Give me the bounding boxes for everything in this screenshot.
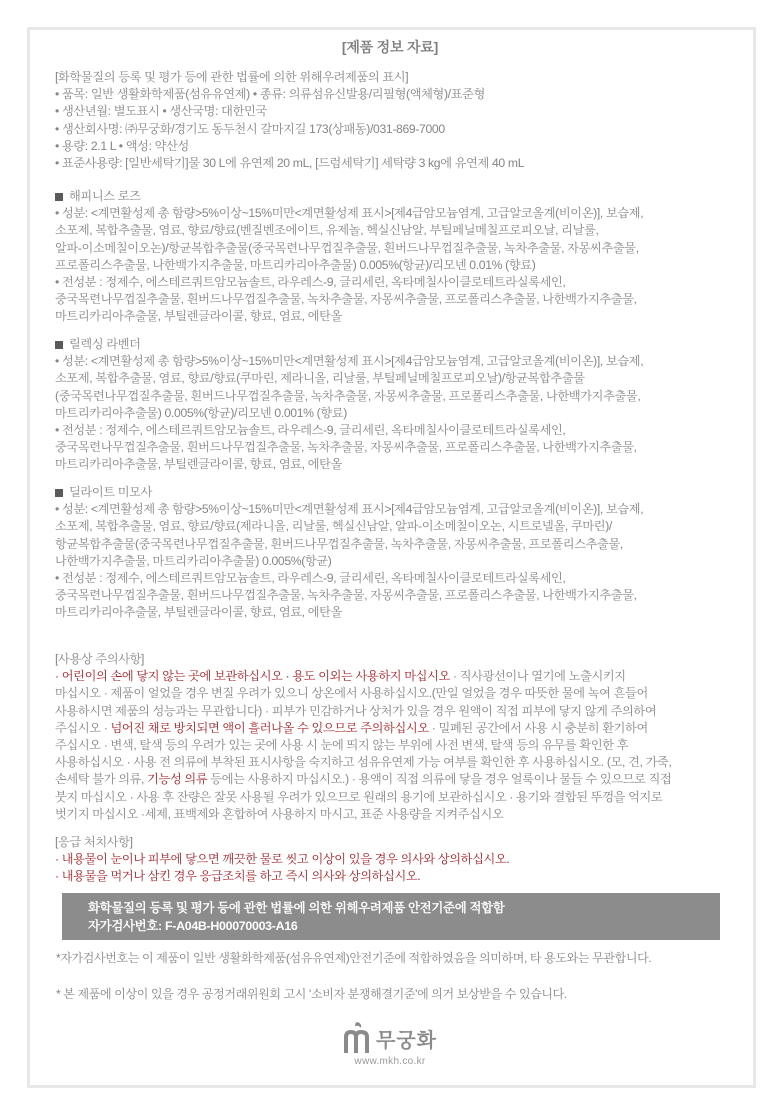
legal-info-line: • 품목: 일반 생활화학제품(섬유유연제) • 종류: 의류섬유신발용/리필형(액체형)/표준형 <box>55 87 485 102</box>
product-name: 릴렉싱 라벤더 <box>69 337 141 351</box>
square-bullet-icon <box>55 489 63 497</box>
product-section <box>55 188 745 326</box>
ingredient-line: 소포제, 복합추출물, 염료, 향료/향료(벤질벤조에이트, 유제놀, 헥실신남알, 부틸페닐메칠프로피오날, 리날룰, <box>55 223 599 238</box>
legal-info-line: • 생산회사명: ㈜무궁화/경기도 동두천시 갈마지길 173(상패동)/031-869-7000 <box>55 121 445 136</box>
precaution-line <box>55 789 745 806</box>
ingredient-line: • 성분: <계면활성제 총 함량>5%이상~15%미만<계면활성제 표시>[제4급암모늄염계, 고급알코올계(비이온)], 보습제, <box>55 354 644 369</box>
first-aid-section <box>55 834 745 886</box>
precaution-line <box>55 720 745 737</box>
warning-text: · 어린이의 손에 닿지 않는 곳에 보관하십시오 · 용도 이외는 사용하지 마십시오 <box>55 669 450 684</box>
legal-info-line: • 용량: 2.1 L • 액성: 약산성 <box>55 138 189 153</box>
footnote: * 본 제품에 이상이 있을 경우 공정거래위원회 고시 '소비자 분쟁해결기준'에 의거 보상받을 수 있습니다. <box>56 987 567 1001</box>
precautions-section <box>55 651 745 823</box>
product-name: 해피니스 로즈 <box>69 189 141 203</box>
legal-info-heading: [화학물질의 등록 및 평가 등에 관한 법률에 의한 위해우려제품의 표시] <box>55 70 409 84</box>
precaution-text: 주십시오 · <box>55 720 111 735</box>
ingredient-line: 소포제, 복합추출물, 염료, 향료/향료(제라니올, 리날룰, 헥실신남알, 알파-이소메칠이오논, 시트로넬올, 쿠마린)/ <box>55 519 612 534</box>
ingredient-line: 항균복합추출물(중국목련나무껍질추출물, 흰버드나무껍질추출물, 녹차추출물, 자몽씨추출물, 프로폴리스추출물, <box>55 536 623 551</box>
precaution-text: 사용하십시오 · 사용 전 의류에 부착된 표시사항을 숙지하고 섬유유연제 가능 여부를 확인한 후 사용하십시오. (모, 견, 가죽, <box>55 755 672 770</box>
precaution-line <box>55 754 745 771</box>
precaution-text: 사용하시면 제품의 성능과는 무관합니다) · 피부가 민감하거나 상처가 있을 경우 원액이 직접 피부에 닿지 않게 주의하여 <box>55 703 657 718</box>
legal-info-line: • 표준사용량: [일반세탁기]물 30 L에 유연제 20 mL, [드럼세탁기] 세탁량 3 kg에 유연제 40 mL <box>55 155 525 170</box>
precaution-text: 주십시오 · 변색, 탈색 등의 우려가 있는 곳에 사용 시 눈에 띄지 않는 부위에 사전 변색, 탈색 등의 유무를 확인한 후 <box>55 737 629 752</box>
product-section <box>55 484 745 622</box>
ingredient-line: • 전성분 : 정제수, 에스테르쿼트암모늄솔트, 라우레스-9, 글리세린, 옥타메칠사이클로테트라실록세인, <box>55 274 566 289</box>
precaution-text: 붓지 마십시오 · 사용 후 잔량은 잘못 사용될 우려가 있으므로 원래의 용기에 보관하십시오 · 용기와 결합된 뚜껑을 억지로 <box>55 789 663 804</box>
precaution-text: 등에는 사용하지 마십시오.) · 용액이 직접 의류에 닿을 경우 얼룩이나 물들 수 있으므로 직접 <box>207 772 672 787</box>
first-aid-line: · 내용물을 먹거나 삼킨 경우 응급조치를 하고 즉시 의사와 상의하십시오. <box>55 869 421 884</box>
page-title: [제품 정보 자료] <box>341 39 439 55</box>
product-name: 딜라이트 미모사 <box>69 485 152 499</box>
mkh-m-logo-icon <box>343 1020 371 1054</box>
ingredient-line: 중국목련나무껍질추출물, 흰버드나무껍질추출물, 녹차추출물, 자몽씨추출물, 프로폴리스추출물, 나한백가지추출물, <box>55 292 637 307</box>
first-aid-line: · 내용물이 눈이나 피부에 닿으면 깨끗한 물로 씻고 이상이 있을 경우 의사와 상의하십시오. <box>55 852 510 867</box>
inspection-number: 자가검사번호: F-A04B-H00070003-A16 <box>88 919 298 933</box>
certification-box <box>62 893 720 940</box>
ingredient-line: 중국목련나무껍질추출물, 흰버드나무껍질추출물, 녹차추출물, 자몽씨추출물, 프로폴리스추출물, 나한백가지추출물, <box>55 440 637 455</box>
brand-url: www.mkh.co.kr <box>354 1056 426 1067</box>
ingredient-line: • 성분: <계면활성제 총 함량>5%이상~15%미만<계면활성제 표시>[제4급암모늄염계, 고급알코올계(비이온)], 보습제, <box>55 206 644 221</box>
precaution-line <box>55 685 745 702</box>
product-heading <box>55 188 745 205</box>
brand-logo <box>0 1018 780 1054</box>
product-section <box>55 336 745 474</box>
ingredient-line: (중국목련나무껍질추출물, 흰버드나무껍질추출물, 녹차추출물, 자몽씨추출물, 프로폴리스추출물, 나한백가지추출물, <box>55 388 641 403</box>
ingredient-line: • 전성분 : 정제수, 에스테르쿼트암모늄솔트, 라우레스-9, 글리세린, 옥타메칠사이클로테트라실록세인, <box>55 422 566 437</box>
ingredient-line: 소포제, 복합추출물, 염료, 향료/향료(쿠마린, 제라니올, 리날룰, 부틸페닐메칠프로피오날)/항균복합추출물 <box>55 371 585 386</box>
ingredient-line: 마트리카리아추출물, 부틸렌글라이콜, 향료, 염료, 에탄올 <box>55 605 343 620</box>
brand-name: 무궁화 <box>376 1030 437 1052</box>
warning-text: 넘어진 채로 방치되면 액이 흘러나올 수 있으므로 주의하십시오 <box>110 720 429 735</box>
ingredient-line: • 성분: <계면활성제 총 함량>5%이상~15%미만<계면활성제 표시>[제4급암모늄염계, 고급알코올계(비이온)], 보습제, <box>55 502 644 517</box>
legal-info-section <box>55 69 745 172</box>
legal-info-line: • 생산년월: 별도표시 • 생산국명: 대한민국 <box>55 104 267 119</box>
ingredient-line: 알파-이소메칠이오논)/항균복합추출물(중국목련나무껍질추출물, 흰버드나무껍질추출물, 녹차추출물, 자몽씨추출물, <box>55 240 639 255</box>
precaution-line <box>55 668 745 685</box>
first-aid-heading: [응급 처치사항] <box>55 835 133 849</box>
ingredient-line: 프로폴리스추출물, 나한백가지추출물, 마트리카리아추출물) 0.005%(항균)/리모넨 0.01% (향료) <box>55 257 536 272</box>
precaution-text: · 직사광선이나 열기에 노출시키지 <box>449 669 626 684</box>
precautions-heading: [사용상 주의사항] <box>55 652 145 666</box>
ingredient-line: 마트리카리아추출물, 부틸렌글라이콜, 향료, 염료, 에탄올 <box>55 457 343 472</box>
precaution-line <box>55 806 745 823</box>
precaution-line <box>55 703 745 720</box>
precaution-text: 손세탁 불가 의류, <box>55 772 148 787</box>
product-heading <box>55 336 745 353</box>
square-bullet-icon <box>55 193 63 201</box>
square-bullet-icon <box>55 341 63 349</box>
precaution-text: · 밀폐된 공간에서 사용 시 충분히 환기하여 <box>428 720 648 735</box>
ingredient-line: 나한백가지추출물, 마트리카리아추출물) 0.005%(항균) <box>55 553 332 568</box>
ingredient-line: • 전성분 : 정제수, 에스테르쿼트암모늄솔트, 라우레스-9, 글리세린, 옥타메칠사이클로테트라실록세인, <box>55 570 566 585</box>
warning-text: 기능성 의류 <box>147 772 208 787</box>
footnote: *자가검사번호는 이 제품이 일반 생활화학제품(섬유유연제)안전기준에 적합하였음을 의미하며, 타 용도와는 무관합니다. <box>56 951 652 965</box>
precaution-line <box>55 737 745 754</box>
ingredient-line: 중국목련나무껍질추출물, 흰버드나무껍질추출물, 녹차추출물, 자몽씨추출물, 프로폴리스추출물, 나한백가지추출물, <box>55 588 637 603</box>
ingredient-line: 마트리카리아추출물) 0.005%(항균)/리모넨 0.001% (향료) <box>55 405 347 420</box>
precaution-text: 벗기지 마십시오 ·세제, 표백제와 혼합하여 사용하지 마시고, 표준 사용량을 지켜주십시오 <box>55 806 504 821</box>
product-heading <box>55 484 745 501</box>
ingredient-line: 마트리카리아추출물, 부틸렌글라이콜, 향료, 염료, 에탄올 <box>55 309 343 324</box>
certification-statement: 화학물질의 등록 및 평가 등에 관한 법률에 의한 위해우려제품 안전기준에 적합함 <box>88 901 505 915</box>
precaution-text: 마십시오 · 제품이 얼었을 경우 변질 우려가 있으니 상온에서 사용하십시오.(만일 얼었을 경우 따뜻한 물에 녹여 흔들어 <box>55 686 648 701</box>
precaution-line <box>55 771 745 788</box>
